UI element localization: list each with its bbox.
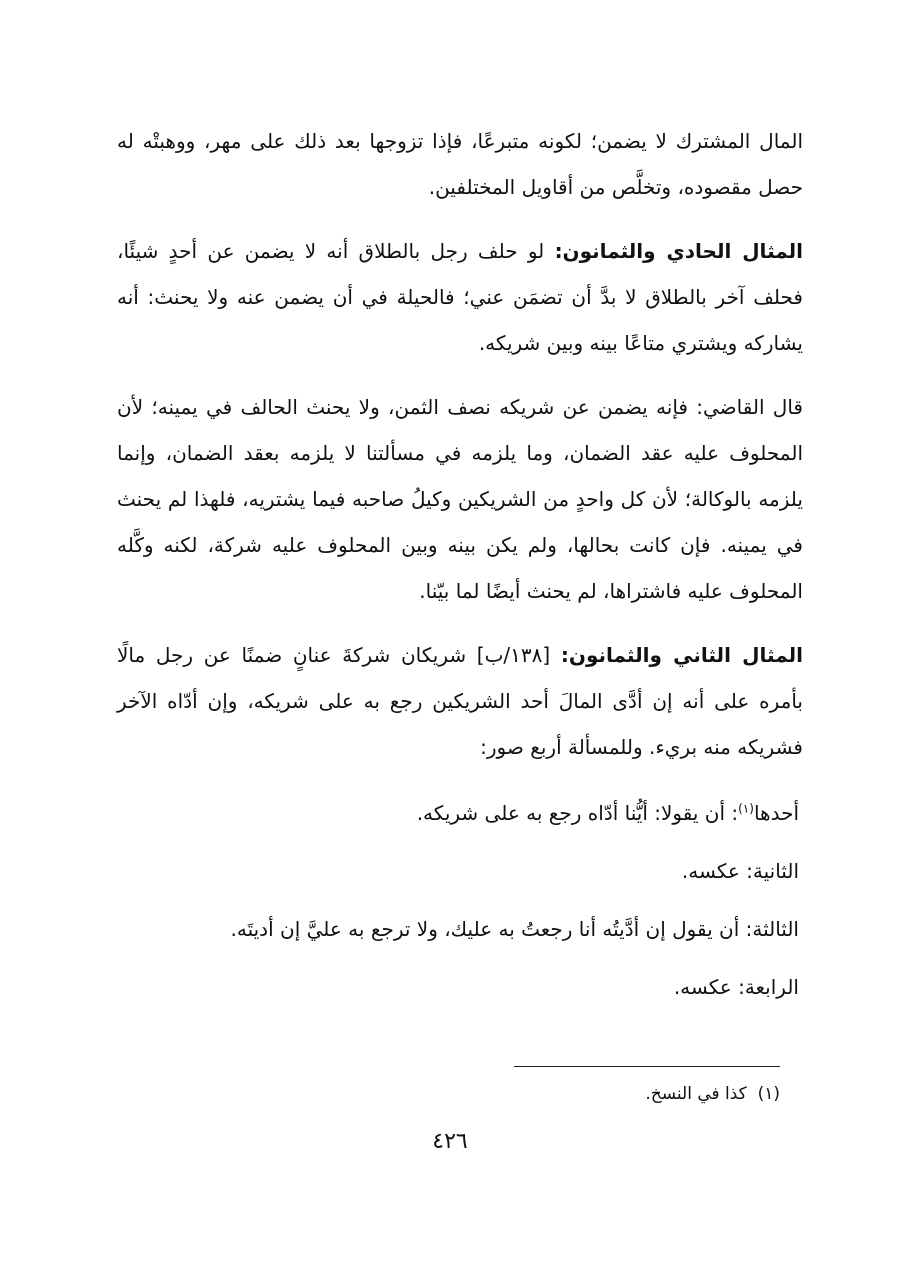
case-1-text: : أن يقولا: أيُّنا أدّاه رجع به على شريكه. <box>416 801 739 825</box>
case-2-text: : عكسه. <box>681 859 753 883</box>
footnote-reference[interactable]: (١) <box>738 801 754 816</box>
example-81-text: لو حلف رجل بالطلاق أنه لا يضمن عن أحدٍ شيئًا، فحلف آخر بالطلاق لا بدَّ أن تضمَن عني؛ فالحيلة في أن يضمن عنه ولا يحنث: أنه يشاركه ويشتري متاعًا بينه وبين شريكه. <box>117 239 803 355</box>
case-4-prefix: الرابعة <box>744 975 799 999</box>
paragraph-qadi <box>117 384 803 614</box>
footnote <box>460 1080 780 1108</box>
example-82-text: [١٣٨/ب] شريكان شركةَ عنانٍ ضمنًا عن رجل مالًا بأمره على أنه إن أدَّى المالَ أحد الشريكين رجع به على شريكه، وإن أدّاه الآخر فشريكه منه بريء. وللمسألة أربع صور: <box>117 643 803 759</box>
paragraph-example-82 <box>117 632 803 770</box>
case-1-prefix: أحدها <box>753 801 799 825</box>
case-3 <box>117 900 803 958</box>
main-text <box>117 118 803 1016</box>
example-82-heading: المثال الثاني والثمانون: <box>560 643 803 667</box>
footnote-marker: (١) <box>757 1084 780 1104</box>
paragraph-1 <box>117 118 803 210</box>
paragraph-1-text: المال المشترك لا يضمن؛ لكونه متبرعًا، فإذا تزوجها بعد ذلك على مهر، ووهبتْه له حصل مقصوده، وتخلَّص من أقاويل المختلفين. <box>117 129 803 199</box>
paragraph-example-81 <box>117 228 803 366</box>
case-4 <box>117 958 803 1016</box>
case-2 <box>117 842 803 900</box>
case-3-text: : أن يقول إن أدَّيتُه أنا رجعتُ به عليك، ولا ترجع به عليَّ إن أديتَه. <box>230 917 753 941</box>
case-4-text: : عكسه. <box>673 975 745 999</box>
case-1 <box>117 784 803 842</box>
page-number: ٤٢٦ <box>432 1129 468 1154</box>
case-3-prefix: الثالثة <box>752 917 799 941</box>
case-2-prefix: الثانية <box>752 859 799 883</box>
footnote-divider <box>514 1066 780 1067</box>
qadi-text: قال القاضي: فإنه يضمن عن شريكه نصف الثمن، ولا يحنث الحالف في يمينه؛ لأن المحلوف عليه عقد الضمان، وما يلزمه في مسألتنا لا يلزمه بعقد الضمان، وإنما يلزمه بالوكالة؛ لأن كل واحدٍ من الشريكين وكيلُ صاحبه فيما يشتريه، فلهذا لم يحنث في يمينه. فإن كانت بحالها، ولم يكن بينه وبين المحلوف عليه شركة، لكنه وكَّله المحلوف عليه فاشتراها، لم يحنث أيضًا لما بيّنا. <box>117 395 803 603</box>
footnote-text: كذا في النسخ. <box>645 1084 747 1104</box>
example-81-heading: المثال الحادي والثمانون: <box>554 239 804 263</box>
